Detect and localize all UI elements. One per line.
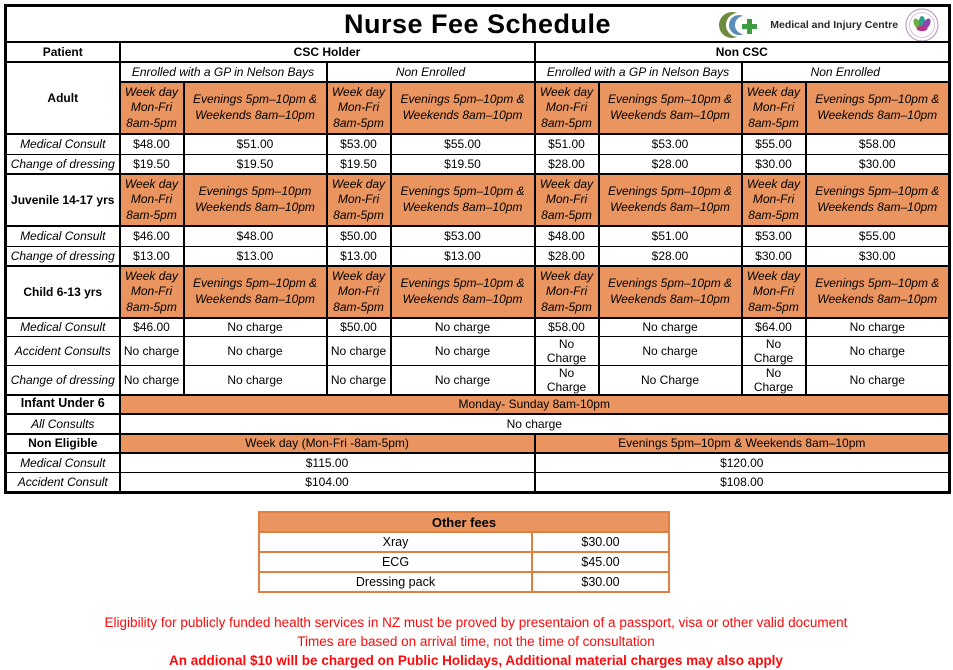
fee-cell: No charge <box>120 414 950 434</box>
fee-cell: No Charge <box>535 365 599 395</box>
time-header-cell: Week day (Mon-Fri -8am-5pm) <box>120 434 535 453</box>
fee-cell: No charge <box>327 365 391 395</box>
fee-cell: $55.00 <box>742 134 806 154</box>
enrollment-header: Non Enrolled <box>327 62 535 82</box>
fee-cell: $53.00 <box>742 226 806 246</box>
other-fee-row <box>259 572 669 592</box>
time-header-cell: Week day Mon-Fri 8am-5pm <box>120 174 184 226</box>
time-header-cell: Evenings 5pm–10pm & Weekends 8am–10pm <box>599 174 742 226</box>
juvenile-change-dressing-row <box>6 246 950 266</box>
enrollment-header: Enrolled with a GP in Nelson Bays <box>120 62 327 82</box>
non-eligible-medical-consult-row <box>6 453 950 473</box>
fee-cell: $28.00 <box>535 154 599 174</box>
time-header-cell: Evenings 5pm–10pm & Weekends 8am–10pm <box>184 266 327 318</box>
time-header-cell: Week day Mon-Fri 8am-5pm <box>742 82 806 134</box>
time-header-cell: Week day Mon-Fri 8am-5pm <box>327 266 391 318</box>
fee-cell: No charge <box>391 336 535 365</box>
enrollment-header-row <box>6 62 950 82</box>
fee-cell: $120.00 <box>535 453 950 473</box>
row-label: Change of dressing <box>6 154 120 174</box>
page-title: Nurse Fee Schedule <box>343 9 612 39</box>
non-eligible-accident-consult-row <box>6 473 950 493</box>
time-header-cell: Week day Mon-Fri 8am-5pm <box>535 174 599 226</box>
footnote-public-holidays: An addional $10 will be charged on Public Holidays, Additional material charges may also apply <box>169 653 783 668</box>
fee-cell: No Charge <box>742 336 806 365</box>
fee-cell: $28.00 <box>599 246 742 266</box>
fee-cell: $19.50 <box>391 154 535 174</box>
fee-cell: $50.00 <box>327 226 391 246</box>
fee-cell: $13.00 <box>327 246 391 266</box>
fee-cell: $51.00 <box>599 226 742 246</box>
fee-cell: $28.00 <box>599 154 742 174</box>
fee-cell: No charge <box>806 318 950 336</box>
fee-cell: $19.50 <box>327 154 391 174</box>
fee-cell: No charge <box>120 336 184 365</box>
fee-cell: $30.00 <box>742 246 806 266</box>
juvenile-medical-consult-row <box>6 226 950 246</box>
fee-cell: $48.00 <box>184 226 327 246</box>
section-label-non-eligible: Non Eligible <box>6 434 120 453</box>
fee-cell: $48.00 <box>120 134 184 154</box>
row-label: Change of dressing <box>6 365 120 395</box>
fee-cell: No charge <box>806 336 950 365</box>
time-header-cell: Evenings 5pm–10pm & Weekends 8am–10pm <box>599 82 742 134</box>
fee-cell: $30.00 <box>742 154 806 174</box>
time-header-cell: Evenings 5pm–10pm & Weekends 8am–10pm <box>391 82 535 134</box>
fee-cell: No charge <box>120 365 184 395</box>
row-label: Medical Consult <box>6 318 120 336</box>
fee-cell: $115.00 <box>120 453 535 473</box>
non-eligible-header-row <box>6 434 950 453</box>
time-header-cell: Evenings 5pm–10pm & Weekends 8am–10pm <box>599 266 742 318</box>
fee-cell: $13.00 <box>120 246 184 266</box>
fee-cell: $19.50 <box>184 154 327 174</box>
time-header-cell: Week day Mon-Fri 8am-5pm <box>742 174 806 226</box>
other-fees-header-row <box>259 512 669 532</box>
fee-cell: $53.00 <box>391 226 535 246</box>
fee-cell: No charge <box>184 336 327 365</box>
fee-cell: No charge <box>184 318 327 336</box>
fee-cell: $51.00 <box>535 134 599 154</box>
section-label-child: Child 6-13 yrs <box>6 266 120 318</box>
group-header-csc: CSC Holder <box>120 42 535 62</box>
group-header-non-csc: Non CSC <box>535 42 950 62</box>
fee-cell: $53.00 <box>327 134 391 154</box>
child-medical-consult-row <box>6 318 950 336</box>
fee-cell: $55.00 <box>806 226 950 246</box>
time-header-cell: Evenings 5pm–10pm & Weekends 8am–10pm <box>806 174 950 226</box>
time-header-cell: Evenings 5pm–10pm & Weekends 8am–10pm <box>806 266 950 318</box>
infant-all-consults-row <box>6 414 950 434</box>
other-fee-label: Xray <box>259 532 532 552</box>
time-header-cell: Evenings 5pm–10pm & Weekends 8am–10pm <box>535 434 950 453</box>
child-change-dressing-row <box>6 365 950 395</box>
fee-cell: No charge <box>184 365 327 395</box>
fee-cell: $51.00 <box>184 134 327 154</box>
fee-cell: $58.00 <box>535 318 599 336</box>
fee-cell: No charge <box>806 365 950 395</box>
infant-hours-cell: Monday- Sunday 8am-10pm <box>120 395 950 414</box>
adult-medical-consult-row <box>6 134 950 154</box>
time-header-cell: Week day Mon-Fri 8am-5pm <box>327 174 391 226</box>
title-row <box>6 6 950 43</box>
fee-cell: $28.00 <box>535 246 599 266</box>
title-cell <box>6 6 950 43</box>
other-fees-title: Other fees <box>259 512 669 532</box>
fee-cell: $50.00 <box>327 318 391 336</box>
fee-cell: $13.00 <box>184 246 327 266</box>
row-label: Accident Consult <box>6 473 120 493</box>
fee-cell: $30.00 <box>806 246 950 266</box>
clinic-logo <box>718 8 940 42</box>
infant-header-row <box>6 395 950 414</box>
fee-cell: No Charge <box>742 365 806 395</box>
row-label: Medical Consult <box>6 134 120 154</box>
enrollment-header: Non Enrolled <box>742 62 950 82</box>
other-fee-value: $30.00 <box>532 572 669 592</box>
footnote-eligibility: Eligibility for publicly funded health services in NZ must be proved by presentaion of a passport, visa or other valid document <box>104 615 848 630</box>
other-fee-row <box>259 552 669 572</box>
row-label: Medical Consult <box>6 226 120 246</box>
footnotes <box>4 613 948 670</box>
other-fee-row <box>259 532 669 552</box>
time-header-cell: Week day Mon-Fri 8am-5pm <box>535 82 599 134</box>
footnote-times: Times are based on arrival time, not the time of consultation <box>297 634 655 649</box>
row-label: Change of dressing <box>6 246 120 266</box>
fee-cell: $19.50 <box>120 154 184 174</box>
fee-cell: No charge <box>599 318 742 336</box>
nurse-fee-schedule-table <box>4 4 951 494</box>
fee-cell: $55.00 <box>391 134 535 154</box>
time-header-cell: Week day Mon-Fri 8am-5pm <box>120 82 184 134</box>
fee-cell: $58.00 <box>806 134 950 154</box>
child-accident-consults-row <box>6 336 950 365</box>
fee-cell: $104.00 <box>120 473 535 493</box>
other-fee-label: ECG <box>259 552 532 572</box>
time-header-cell: Week day Mon-Fri 8am-5pm <box>535 266 599 318</box>
enrollment-header: Enrolled with a GP in Nelson Bays <box>535 62 742 82</box>
health-organisation-badge-icon <box>904 7 940 42</box>
fee-cell: $53.00 <box>599 134 742 154</box>
row-label: All Consults <box>6 414 120 434</box>
section-label-juvenile: Juvenile 14-17 yrs <box>6 174 120 226</box>
patient-header: Patient <box>6 42 120 62</box>
fee-cell: No charge <box>391 318 535 336</box>
fee-cell: $13.00 <box>391 246 535 266</box>
time-header-cell: Evenings 5pm–10pm & Weekends 8am–10pm <box>184 82 327 134</box>
fee-cell: No Charge <box>599 365 742 395</box>
fee-cell: $46.00 <box>120 226 184 246</box>
fee-cell: $46.00 <box>120 318 184 336</box>
fee-cell: $48.00 <box>535 226 599 246</box>
clinic-name: Medical and Injury Centre <box>770 19 899 31</box>
time-header-cell: Evenings 5pm–10pm & Weekends 8am–10pm <box>391 266 535 318</box>
time-header-cell: Evenings 5pm–10pm & Weekends 8am–10pm <box>391 174 535 226</box>
adult-change-dressing-row <box>6 154 950 174</box>
child-time-header-row <box>6 266 950 318</box>
row-label: Medical Consult <box>6 453 120 473</box>
time-header-cell: Evenings 5pm–10pm Weekends 8am–10pm <box>184 174 327 226</box>
row-label: Accident Consults <box>6 336 120 365</box>
section-label-infant: Infant Under 6 <box>6 395 120 414</box>
group-header-row <box>6 42 950 62</box>
juvenile-time-header-row <box>6 174 950 226</box>
time-header-cell: Week day Mon-Fri 8am-5pm <box>327 82 391 134</box>
crescents-cross-icon <box>718 10 764 40</box>
fee-cell: $30.00 <box>806 154 950 174</box>
other-fee-value: $45.00 <box>532 552 669 572</box>
other-fee-value: $30.00 <box>532 532 669 552</box>
time-header-cell: Evenings 5pm–10pm & Weekends 8am–10pm <box>806 82 950 134</box>
other-fees-table <box>258 511 670 593</box>
fee-cell: No charge <box>599 336 742 365</box>
section-label-adult: Adult <box>6 62 120 134</box>
fee-cell: $108.00 <box>535 473 950 493</box>
fee-cell: No charge <box>327 336 391 365</box>
other-fee-label: Dressing pack <box>259 572 532 592</box>
fee-cell: $64.00 <box>742 318 806 336</box>
time-header-cell: Week day Mon-Fri 8am-5pm <box>120 266 184 318</box>
fee-cell: No charge <box>391 365 535 395</box>
time-header-cell: Week day Mon-Fri 8am-5pm <box>742 266 806 318</box>
fee-cell: No Charge <box>535 336 599 365</box>
adult-time-header-row <box>6 82 950 134</box>
